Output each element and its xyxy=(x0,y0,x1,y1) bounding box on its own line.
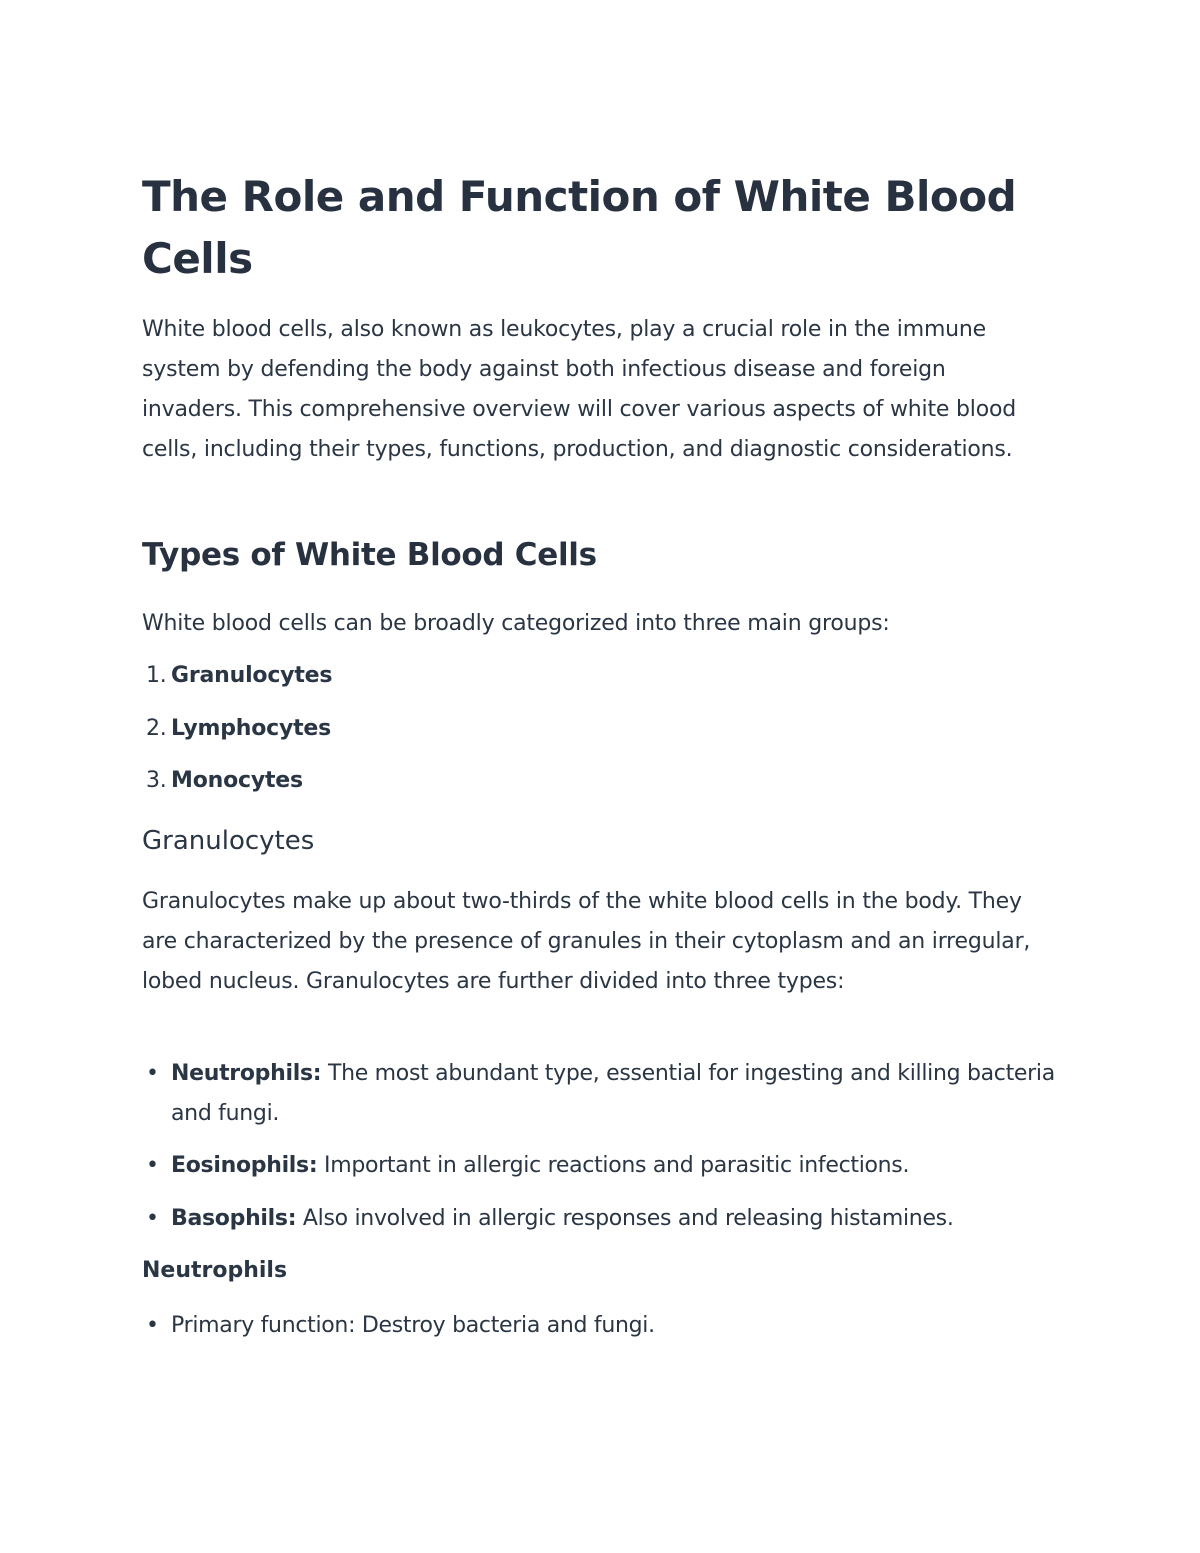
bullet-list-item xyxy=(142,1199,1062,1239)
bullet-text: The most abundant type, essential for ingesting and killing bacteria and fungi. xyxy=(171,1061,1055,1126)
bullet-text: Important in allergic reactions and parasitic infections. xyxy=(317,1153,910,1178)
intro-paragraph: White blood cells, also known as leukocytes, play a crucial role in the immune system by defending the body against both infectious disease and foreign invaders. This comprehensive overview will cover various aspects of white blood cells, including their types, functions, production, and diagnostic considerations. xyxy=(142,317,1016,462)
types-heading: Types of White Blood Cells xyxy=(142,537,597,573)
bullet-icon: • xyxy=(146,1206,159,1231)
list-item-label: Monocytes xyxy=(171,768,303,793)
numbered-list-item xyxy=(146,660,332,692)
bullet-term: Basophils: xyxy=(171,1206,297,1231)
bullet-text: Primary function: Destroy bacteria and fungi. xyxy=(171,1313,655,1338)
bullet-term: Neutrophils: xyxy=(171,1061,322,1086)
document-title: The Role and Function of White Blood Cells xyxy=(142,172,1017,283)
list-number: 2. xyxy=(146,716,167,741)
bullet-term: Eosinophils: xyxy=(171,1153,318,1178)
bullet-list-item xyxy=(142,1146,1062,1186)
types-lead-paragraph: White blood cells can be broadly categorized into three main groups: xyxy=(142,611,890,636)
numbered-list-item xyxy=(146,713,331,745)
bullet-text: Also involved in allergic responses and releasing histamines. xyxy=(296,1206,954,1231)
bullet-icon: • xyxy=(146,1061,159,1086)
bullet-list-item xyxy=(142,1306,1062,1346)
list-number: 1. xyxy=(146,663,167,688)
neutrophils-heading: Neutrophils xyxy=(142,1258,288,1283)
granulocytes-heading: Granulocytes xyxy=(142,826,315,856)
list-number: 3. xyxy=(146,768,167,793)
list-item-label: Lymphocytes xyxy=(171,716,332,741)
granulocytes-paragraph: Granulocytes make up about two-thirds of the white blood cells in the body. They are characterized by the presence of granules in their cytoplasm and an irregular, lobed nucleus. Granulocytes are further divided into three types: xyxy=(142,889,1031,994)
bullet-icon: • xyxy=(146,1313,159,1338)
bullet-icon: • xyxy=(146,1153,159,1178)
list-item-label: Granulocytes xyxy=(171,663,333,688)
numbered-list-item xyxy=(146,765,303,797)
bullet-list-item xyxy=(142,1054,1062,1134)
